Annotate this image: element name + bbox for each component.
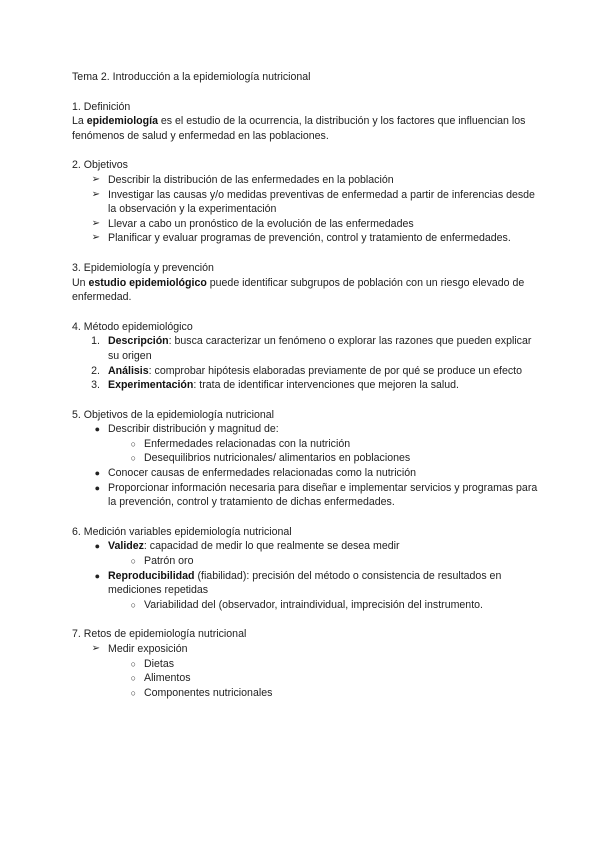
section-heading-prevencion: 3. Epidemiología y prevención	[72, 261, 214, 274]
section-heading-metodo: 4. Método epidemiológico	[72, 320, 193, 333]
disc-bullet-icon: ●	[94, 424, 100, 435]
list-item-text: Proporcionar información necesaria para diseñar e implementar servicios y programas para la prevención, control y tratamiento de dichas enfermedades.	[108, 481, 538, 509]
circle-bullet-icon: ○	[130, 673, 136, 684]
bold-term: Descripción	[108, 335, 169, 348]
item-number: 3.	[91, 379, 100, 392]
arrow-bullet-icon: ➢	[91, 643, 100, 654]
section-heading-objetivos: 2. Objetivos	[72, 159, 128, 172]
list-item-text: Enfermedades relacionadas con la nutrición	[144, 437, 351, 450]
text: puede identificar subgrupos de población con un riesgo elevado de enfermedad.	[72, 276, 525, 304]
disc-bullet-icon: ●	[94, 482, 100, 493]
definition-paragraph	[72, 114, 542, 143]
item-number: 1.	[91, 335, 100, 348]
sub-list-item	[72, 451, 542, 466]
section-heading-retos: 7. Retos de epidemiología nutricional	[72, 628, 247, 641]
arrow-bullet-icon: ➢	[91, 217, 100, 229]
list-item-text: Llevar a cabo un pronóstico de la evolución de las enfermedades	[108, 217, 414, 230]
list-item	[72, 217, 542, 232]
list-item-text: Alimentos	[144, 672, 191, 685]
circle-bullet-icon: ○	[130, 687, 136, 698]
list-item-text: Describir la distribución de las enfermedades en la población	[108, 173, 394, 186]
list-item-text: Desequilibrios nutricionales/ alimentarios en poblaciones	[144, 452, 411, 465]
arrow-bullet-icon: ➢	[91, 232, 100, 244]
list-item-text: (fiabilidad): precisión del método o consistencia de resultados en mediciones repetidas	[108, 569, 502, 597]
section-heading-definicion: 1. Definición	[72, 100, 131, 113]
list-item-text: : capacidad de medir lo que realmente se desea medir	[143, 540, 400, 553]
document-page	[72, 70, 542, 700]
list-item-text: Medir exposición	[108, 643, 188, 655]
list-item	[72, 569, 542, 598]
list-item	[72, 231, 542, 246]
bold-term: epidemiología	[86, 115, 158, 128]
arrow-bullet-icon: ➢	[91, 173, 100, 185]
sub-list-item	[72, 657, 542, 672]
sub-list-item	[72, 598, 542, 613]
bold-term: Experimentación	[108, 379, 194, 392]
circle-bullet-icon: ○	[130, 599, 136, 610]
arrow-bullet-icon: ➢	[91, 188, 100, 200]
bold-term: estudio epidemiológico	[88, 276, 207, 289]
numbered-item	[72, 334, 542, 363]
list-item-text: Dietas	[144, 657, 175, 670]
list-item	[72, 642, 542, 657]
circle-bullet-icon: ○	[130, 453, 136, 464]
list-item	[72, 173, 542, 188]
list-item-text: Describir distribución y magnitud de:	[108, 423, 279, 436]
sub-list-item	[72, 686, 542, 701]
list-item	[72, 539, 542, 554]
circle-bullet-icon: ○	[130, 658, 136, 669]
sub-list-item	[72, 437, 542, 452]
list-item-text: Conocer causas de enfermedades relacionadas como la nutrición	[108, 467, 416, 480]
item-text: : busca caracterizar un fenómeno o explorar las razones que pueden explicar su origen	[108, 335, 532, 362]
text: Un	[72, 276, 89, 289]
list-item	[72, 422, 542, 437]
circle-bullet-icon: ○	[130, 438, 136, 449]
list-item-text: Planificar y evaluar programas de prevención, control y tratamiento de enfermedades.	[108, 232, 511, 245]
text: La	[72, 115, 87, 128]
numbered-item	[72, 364, 542, 379]
disc-bullet-icon: ●	[94, 570, 100, 581]
list-item-text: Patrón oro	[144, 555, 194, 568]
disc-bullet-icon: ●	[94, 541, 100, 552]
sub-list-item	[72, 554, 542, 569]
item-number: 2.	[91, 364, 100, 377]
bold-term: Validez	[108, 540, 144, 553]
disc-bullet-icon: ●	[94, 468, 100, 479]
list-item-text: Variabilidad del (observador, intraindividual, imprecisión del instrumento.	[144, 598, 483, 611]
list-item	[72, 188, 542, 217]
bold-term: Análisis	[108, 364, 149, 377]
list-item-text: Investigar las causas y/o medidas preventivas de enfermedad a partir de inferencias desde la observación y la experimentación	[108, 188, 535, 216]
prevention-paragraph	[72, 276, 542, 305]
list-item	[72, 466, 542, 481]
section-heading-objetivos-nutricional: 5. Objetivos de la epidemiología nutricional	[72, 408, 274, 421]
item-text: : trata de identificar intervenciones que mejoren la salud.	[193, 379, 459, 392]
document-title: Tema 2. Introducción a la epidemiología nutricional	[72, 71, 311, 83]
bold-term: Reproducibilidad	[108, 569, 195, 582]
numbered-item	[72, 378, 542, 393]
list-item-text: Componentes nutricionales	[144, 686, 273, 699]
sub-list-item	[72, 671, 542, 686]
list-item	[72, 481, 542, 510]
item-text: : comprobar hipótesis elaboradas previamente de por qué se produce un efecto	[148, 364, 523, 377]
circle-bullet-icon: ○	[130, 556, 136, 567]
section-heading-medicion: 6. Medición variables epidemiología nutricional	[72, 525, 292, 538]
text: es el estudio de la ocurrencia, la distribución y los factores que influencian los fenómenos de salud y enfermedad en las poblaciones.	[72, 115, 526, 142]
